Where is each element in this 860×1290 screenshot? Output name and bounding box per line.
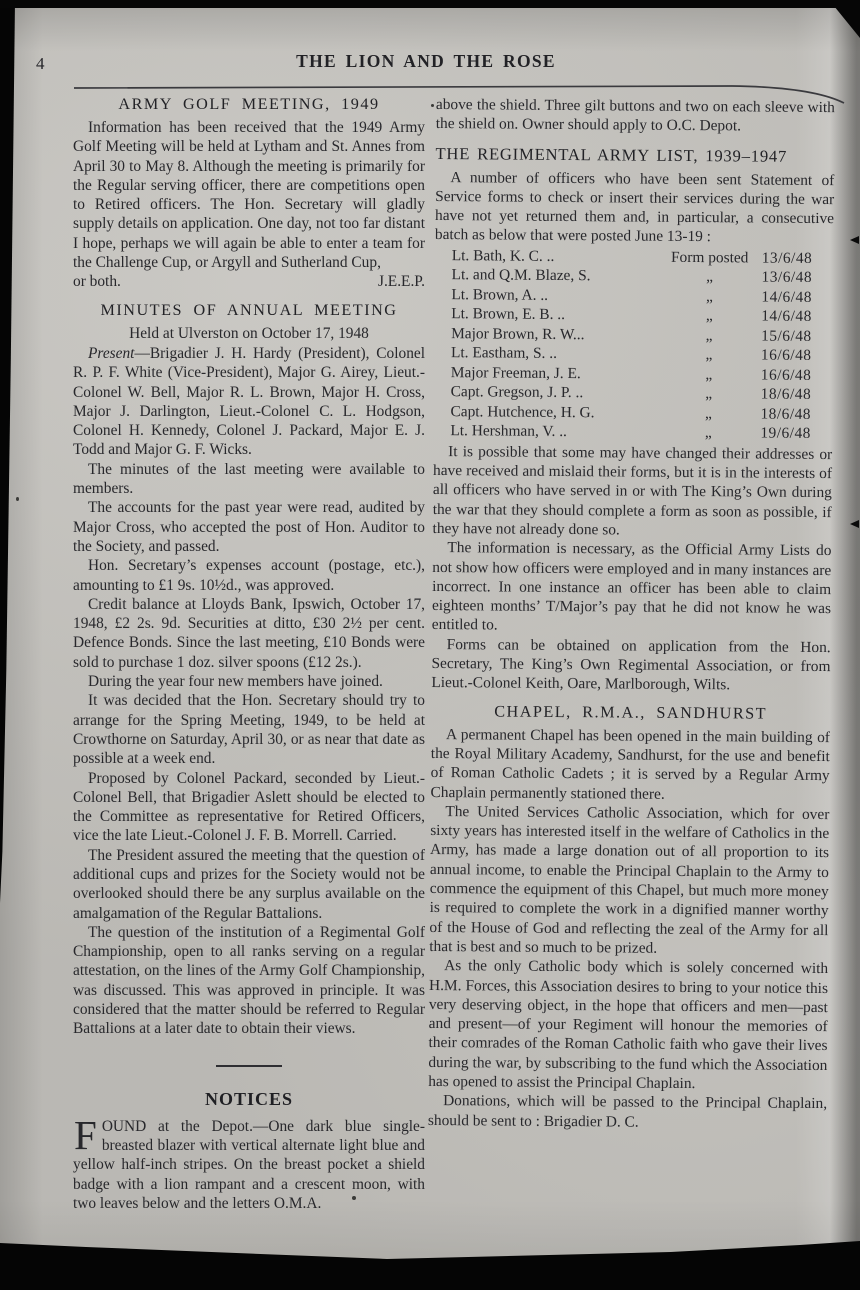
- officer-name: Lt. Brown, A. ..: [451, 285, 549, 304]
- form-posted-cell: „: [704, 424, 712, 442]
- date-posted: 16/6/48: [760, 346, 812, 365]
- page-title: THE LION AND THE ROSE: [296, 51, 556, 71]
- minutes-subheading: Held at Ulverston on October 17, 1948: [129, 324, 369, 342]
- officer-name: Lt. and Q.M. Blaze, S.: [451, 266, 591, 285]
- date-posted: 14/6/48: [761, 288, 813, 306]
- form-posted-cell: „: [705, 346, 713, 364]
- paragraph: Donations, which will be passed to the Principal Chaplain, should be sent to : Brigadier D. C.: [427, 1092, 828, 1131]
- paper-speck: [16, 497, 19, 501]
- section-heading-minutes: MINUTES OF ANNUAL MEETING: [100, 300, 398, 319]
- present-label: Present: [88, 344, 135, 362]
- date-posted: 18/6/48: [760, 405, 812, 423]
- notices-body: OUND at the Depot.—One dark blue single-breasted blazer with vertical alternate light blue and yellow half-inch stripes. On the breast pocket a shield badge with a lion rampant and a crescent moon, with two leaves below and the letters O.M.A.: [73, 1117, 425, 1212]
- paragraph-continuation: above the shield. Three gilt buttons and two on each sleeve with the shield on. Owner should apply to O.C. Depot.: [435, 95, 835, 135]
- officer-name: Lt. Bath, K. C. ..: [451, 246, 555, 265]
- date-posted: 13/6/48: [761, 249, 813, 267]
- drop-cap: F: [74, 1111, 97, 1158]
- paragraph: The President assured the meeting that the question of additional cups and prizes for the Society would not be overlooked should there be any surplus available on the amalgamation of the Regular Battalions.: [73, 846, 425, 922]
- officer-name: Lt. Eastham, S. ..: [450, 344, 558, 363]
- right-column: [427, 95, 835, 1216]
- form-posted-cell: Form posted: [670, 248, 749, 267]
- chapel-paragraphs: [428, 725, 830, 1133]
- paragraph: A number of officers who have been sent Statement of Service forms to check or insert their services during the war have not yet returned them and, in particular, a consecutive batch as below that were posted June 13-19 :: [434, 168, 835, 246]
- closing-text: or both.: [73, 273, 121, 291]
- form-posted-cell: „: [706, 268, 714, 286]
- army-list-table: [433, 246, 834, 444]
- form-posted-cell: „: [705, 307, 713, 325]
- present-rest: —Brigadier J. H. Hardy (President), Colonel R. P. F. White (Vice-President), Major G. Airey, Lieut.-Colonel W. Bell, Major R. L. Brown, Major H. Cross, Major J. Darlington, Lieut.-Colonel C. L. Hodgson, Colonel H. Kennedy, Colonel J. Packard, Major E. J. Todd and Major G. F. Wicks.: [73, 344, 425, 459]
- form-posted-cell: „: [705, 385, 713, 403]
- date-posted: 13/6/48: [761, 268, 813, 287]
- two-column-layout: [73, 95, 835, 1213]
- paragraph: Hon. Secretary’s expenses account (postage, etc.), amounting to £1 9s. 10½d., was approved.: [73, 557, 425, 594]
- form-posted-cell: „: [705, 404, 712, 422]
- paragraph: The accounts for the past year were read, audited by Major Cross, who accepted the post of Hon. Auditor to the Society, and passed.: [73, 499, 425, 555]
- officer-name: Lt. Brown, E. B. ..: [451, 305, 566, 324]
- officer-name: Capt. Gregson, J. P. ..: [450, 383, 584, 402]
- paragraph: As the only Catholic body which is solely concerned with H.M. Forces, this Association desires to bring to your notice this very deserving object, in the hope that officers and men—past and present—of your Regiment will honour the memories of their comrades of the Roman Catholic faith who gave their lives during the war, by subscribing to the fund which the Association has opened to assist the Principal Chaplain.: [428, 957, 829, 1093]
- paragraph: The minutes of the last meeting were available to members.: [73, 460, 425, 498]
- date-posted: 15/6/48: [761, 327, 812, 345]
- section-heading-army-list: THE REGIMENTAL ARMY LIST, 1939–1947: [435, 143, 788, 166]
- paragraph: The information is necessary, as the Official Army Lists do not show how officers were employed and in many instances are incorrect. In one instance an officer has been able to claim eighteen months’ T/Major’s pay that he did not know he was entitled to.: [431, 539, 832, 634]
- form-posted-cell: „: [705, 326, 713, 344]
- minutes-paragraphs: [73, 460, 425, 1039]
- paragraph: Forms can be obtained on application from the Hon. Secretary, The King’s Own Regimental Association, or from Lieut.-Colonel Keith, Oare, Marlborough, Wilts.: [431, 635, 831, 694]
- form-posted-cell: „: [705, 365, 713, 383]
- scan-edge-top: [0, 0, 860, 8]
- paper-speck: [431, 104, 434, 107]
- date-posted: 16/6/48: [760, 366, 812, 384]
- paragraph: Information has been received that the 1949 Army Golf Meeting will be held at Lytham and St. Annes from April 30 to May 8. Although the meeting is primarily for the Regular serving officer, there are competitions open to Retired officers. The Hon. Secretary will gladly supply details on application. One day, not too far distant I hope, perhaps we will again be able to enter a team for the Challenge Cup, or Argyll and Sutherland Cup,: [73, 119, 425, 272]
- officer-name: Major Freeman, J. E.: [450, 363, 581, 382]
- table-row: [433, 421, 832, 444]
- paragraph: Proposed by Colonel Packard, seconded by Lieut.-Colonel Bell, that Brigadier Aslett should be elected to the Committee as representative for Retired Officers, vice the late Lieut.-Colonel J. F. B. Morrell. Carried.: [73, 769, 425, 845]
- left-column: [73, 95, 425, 1213]
- paragraph: The United Services Catholic Association, which for over sixty years has interested itself in the welfare of Catholics in the Army, has made a large donation out of all proportion to its annual income, to enable the Principal Chaplain to the Army to commence the equipment of this Chapel, but much more money is required to complete the work in a dignified manner worthy of the House of God and reflecting the zeal of the Army for all that is best and so much to be prized.: [429, 802, 830, 957]
- army-list-paragraphs: [431, 442, 832, 696]
- date-posted: 14/6/48: [761, 307, 812, 326]
- form-posted-cell: „: [705, 287, 713, 305]
- page-number: 4: [36, 54, 45, 73]
- paragraph: It is possible that some may have changed their addresses or have received and mislaid their forms, but it is in the interests of all officers who have served in or with The King’s Own during the war that they should complete a form as soon as possible, if they have not already done so.: [432, 442, 833, 539]
- closing-line: [73, 272, 425, 291]
- signature: J.E.E.P.: [377, 273, 425, 291]
- date-posted: 18/6/48: [760, 385, 812, 404]
- section-heading-army-golf: ARMY GOLF MEETING, 1949: [118, 95, 380, 113]
- paragraph: During the year four new members have joined.: [88, 673, 383, 691]
- officer-name: Lt. Hershman, V. ..: [450, 422, 568, 441]
- paragraph-present: [73, 344, 425, 460]
- section-heading-notices: NOTICES: [204, 1088, 294, 1109]
- section-heading-chapel: CHAPEL, R.M.A., SANDHURST: [494, 702, 768, 723]
- section-divider: [216, 1065, 282, 1067]
- paragraph: The question of the institution of a Regimental Golf Championship, open to all ranks serving on a regular attestation, on the lines of the Army Golf Championship, was discussed. This was approved in principle. It was considered that the matter should be referred to Regular Battalions at a later date to obtain their views.: [73, 923, 425, 1038]
- paper-speck: [352, 1196, 356, 1200]
- paragraph: A permanent Chapel has been opened in the main building of the Royal Military Academy, Sandhurst, for the use and benefit of Roman Catholic Cadets ; it is served by a Regular Army Chaplain permanently stationed there.: [430, 725, 831, 803]
- officer-name: Major Brown, R. W...: [451, 324, 585, 343]
- paragraph: Credit balance at Lloyds Bank, Ipswich, October 17, 1948, £2 2s. 9d. Securities at ditto, £30 2½ per cent. Defence Bonds. Since the last meeting, £10 Bonds were sold to purchase 1 doz. silver spoons (£12 2s.).: [73, 595, 425, 671]
- date-posted: 19/6/48: [760, 424, 811, 443]
- paragraph: It was decided that the Hon. Secretary should try to arrange for the Spring Meeting, 1949, to be held at Crowthorne on Saturday, April 30, or as near that date as possible at a week end.: [73, 692, 425, 768]
- paragraph-notices: [73, 1111, 425, 1213]
- officer-name: Capt. Hutchence, H. G.: [450, 402, 595, 422]
